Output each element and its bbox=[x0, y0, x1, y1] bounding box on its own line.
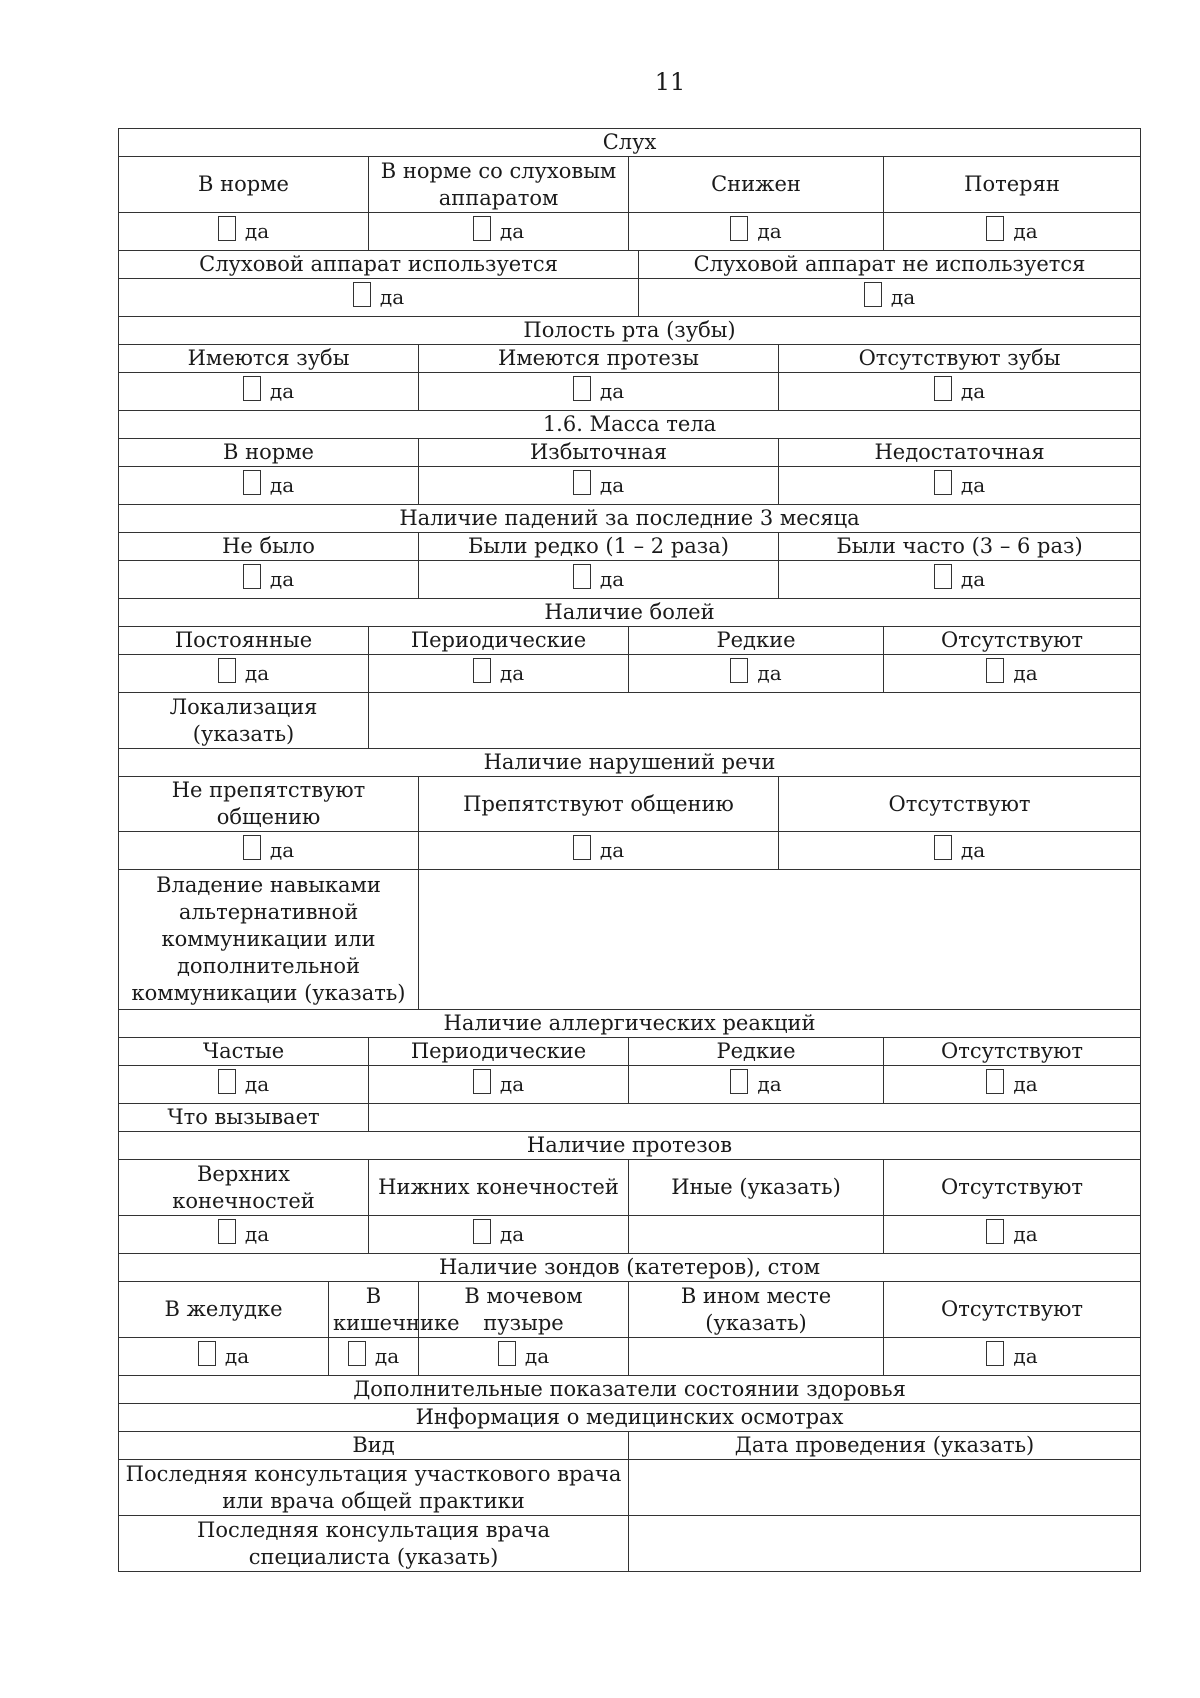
checkbox-box[interactable] bbox=[986, 216, 1004, 241]
checkbox-box[interactable] bbox=[986, 1069, 1004, 1094]
falls-frequent-cell bbox=[779, 561, 1141, 599]
speech-alt-comm-field[interactable] bbox=[419, 870, 1141, 1010]
hearing-aid-not-used-label: Слуховой аппарат не используется bbox=[639, 251, 1141, 279]
checkbox-label: да bbox=[374, 1343, 400, 1368]
prosthesis-option-other: Иные (указать) bbox=[629, 1160, 884, 1216]
checkbox-label: да bbox=[960, 472, 986, 497]
checkbox-box[interactable] bbox=[243, 376, 261, 401]
checkbox-box[interactable] bbox=[934, 564, 952, 589]
hearing-option-normal: В норме bbox=[119, 157, 369, 213]
oral-option-teeth: Имеются зубы bbox=[119, 345, 419, 373]
section-title-allergy: Наличие аллергических реакций bbox=[119, 1010, 1141, 1038]
checkbox-label: да bbox=[960, 566, 986, 591]
prosthesis-lower-checkbox[interactable] bbox=[473, 1219, 524, 1244]
checkbox-label: да bbox=[244, 660, 270, 685]
checkbox-label: да bbox=[599, 837, 625, 862]
checkbox-label: да bbox=[960, 837, 986, 862]
prosthesis-upper-cell bbox=[119, 1216, 369, 1254]
speech-absent-checkbox[interactable] bbox=[934, 835, 985, 860]
allergy-frequent-cell bbox=[119, 1066, 369, 1104]
prosthesis-upper-checkbox[interactable] bbox=[218, 1219, 269, 1244]
checkbox-box[interactable] bbox=[986, 1341, 1004, 1366]
probe-bladder-checkbox[interactable] bbox=[498, 1341, 549, 1366]
speech-no-hinder-checkbox[interactable] bbox=[243, 835, 294, 860]
checkbox-box[interactable] bbox=[243, 835, 261, 860]
pain-absent-checkbox[interactable] bbox=[986, 658, 1037, 683]
checkbox-box[interactable] bbox=[730, 216, 748, 241]
checkbox-box[interactable] bbox=[730, 1069, 748, 1094]
pain-localization-label: Локализация (указать) bbox=[119, 693, 369, 749]
checkbox-box[interactable] bbox=[353, 282, 371, 307]
checkbox-box[interactable] bbox=[243, 470, 261, 495]
checkbox-label: да bbox=[499, 218, 525, 243]
speech-absent-cell bbox=[779, 832, 1141, 870]
checkbox-box[interactable] bbox=[473, 658, 491, 683]
checkbox-box[interactable] bbox=[218, 1219, 236, 1244]
allergy-periodic-cell bbox=[369, 1066, 629, 1104]
pain-rare-cell bbox=[629, 655, 884, 693]
pain-periodic-cell bbox=[369, 655, 629, 693]
exam-specialist-date[interactable] bbox=[629, 1516, 1141, 1572]
checkbox-box[interactable] bbox=[573, 470, 591, 495]
mass-normal-cell bbox=[119, 467, 419, 505]
exams-col-type: Вид bbox=[119, 1432, 629, 1460]
pain-option-constant: Постоянные bbox=[119, 627, 369, 655]
mass-option-normal: В норме bbox=[119, 439, 419, 467]
probe-absent-cell bbox=[884, 1338, 1141, 1376]
hearing-aid-used-checkbox[interactable] bbox=[353, 282, 404, 307]
pain-rare-checkbox[interactable] bbox=[730, 658, 781, 683]
exams-col-date: Дата проведения (указать) bbox=[629, 1432, 1141, 1460]
checkbox-box[interactable] bbox=[934, 470, 952, 495]
checkbox-box[interactable] bbox=[573, 564, 591, 589]
falls-none-cell bbox=[119, 561, 419, 599]
probe-other-field[interactable] bbox=[629, 1338, 884, 1376]
mass-normal-checkbox[interactable] bbox=[243, 470, 294, 495]
checkbox-box[interactable] bbox=[218, 1069, 236, 1094]
falls-option-rare: Были редко (1 – 2 раза) bbox=[419, 533, 779, 561]
prosthesis-lower-cell bbox=[369, 1216, 629, 1254]
checkbox-label: да bbox=[499, 660, 525, 685]
allergy-frequent-checkbox[interactable] bbox=[218, 1069, 269, 1094]
oral-teeth-checkbox[interactable] bbox=[243, 376, 294, 401]
section-title-falls: Наличие падений за последние 3 месяца bbox=[119, 505, 1141, 533]
checkbox-label: да bbox=[379, 284, 405, 309]
checkbox-label: да bbox=[757, 1071, 782, 1096]
checkbox-box[interactable] bbox=[198, 1341, 216, 1366]
speech-hinder-cell bbox=[419, 832, 779, 870]
checkbox-box[interactable] bbox=[573, 835, 591, 860]
oral-option-dentures: Имеются протезы bbox=[419, 345, 779, 373]
hearing-option-reduced: Снижен bbox=[629, 157, 884, 213]
hearing-normal-aid-checkbox[interactable] bbox=[473, 216, 524, 241]
probe-intestine-cell bbox=[329, 1338, 419, 1376]
checkbox-box[interactable] bbox=[473, 1219, 491, 1244]
section-title-extra: Дополнительные показатели состоянии здоровья bbox=[119, 1376, 1141, 1404]
checkbox-label: да bbox=[499, 1221, 525, 1246]
hearing-aid-used-cell bbox=[119, 279, 639, 317]
checkbox-label: да bbox=[1013, 1071, 1038, 1096]
oral-dentures-checkbox[interactable] bbox=[573, 376, 624, 401]
hearing-lost-cell bbox=[884, 213, 1141, 251]
allergy-cause-label: Что вызывает bbox=[119, 1104, 369, 1132]
section-title-body-mass: 1.6. Масса тела bbox=[119, 411, 1141, 439]
hearing-aid-not-used-cell bbox=[639, 279, 1141, 317]
checkbox-box[interactable] bbox=[218, 658, 236, 683]
allergy-option-frequent: Частые bbox=[119, 1038, 369, 1066]
checkbox-label: да bbox=[757, 218, 782, 243]
checkbox-box[interactable] bbox=[864, 282, 882, 307]
probe-option-intestine: В кишечнике bbox=[329, 1282, 419, 1338]
section-title-oral: Полость рта (зубы) bbox=[119, 317, 1141, 345]
pain-localization-field[interactable] bbox=[369, 693, 1141, 749]
checkbox-box[interactable] bbox=[934, 376, 952, 401]
pain-constant-checkbox[interactable] bbox=[218, 658, 269, 683]
allergy-option-periodic: Периодические bbox=[369, 1038, 629, 1066]
mass-option-excess: Избыточная bbox=[419, 439, 779, 467]
probe-bladder-cell bbox=[419, 1338, 629, 1376]
falls-rare-checkbox[interactable] bbox=[573, 564, 624, 589]
exam-district-doctor-date[interactable] bbox=[629, 1460, 1141, 1516]
oral-no-teeth-checkbox[interactable] bbox=[934, 376, 985, 401]
allergy-absent-checkbox[interactable] bbox=[986, 1069, 1037, 1094]
prosthesis-absent-checkbox[interactable] bbox=[986, 1219, 1037, 1244]
speech-option-hinder: Препятствуют общению bbox=[419, 777, 779, 832]
hearing-normal-cell bbox=[119, 213, 369, 251]
oral-no-teeth-cell bbox=[779, 373, 1141, 411]
probe-option-other: В ином месте (указать) bbox=[629, 1282, 884, 1338]
oral-teeth-cell bbox=[119, 373, 419, 411]
checkbox-label: да bbox=[499, 1071, 525, 1096]
allergy-option-rare: Редкие bbox=[629, 1038, 884, 1066]
hearing-normal-checkbox[interactable] bbox=[218, 216, 269, 241]
section-title-prostheses: Наличие протезов bbox=[119, 1132, 1141, 1160]
prosthesis-option-absent: Отсутствуют bbox=[884, 1160, 1141, 1216]
checkbox-label: да bbox=[1013, 218, 1038, 243]
checkbox-label: да bbox=[269, 837, 295, 862]
falls-frequent-checkbox[interactable] bbox=[934, 564, 985, 589]
exam-specialist-label: Последняя консультация врача специалиста (указать) bbox=[119, 1516, 629, 1572]
mass-excess-checkbox[interactable] bbox=[573, 470, 624, 495]
oral-dentures-cell bbox=[419, 373, 779, 411]
mass-deficient-cell bbox=[779, 467, 1141, 505]
oral-option-no-teeth: Отсутствуют зубы bbox=[779, 345, 1141, 373]
probe-intestine-checkbox[interactable] bbox=[348, 1341, 399, 1366]
hearing-lost-checkbox[interactable] bbox=[986, 216, 1037, 241]
checkbox-box[interactable] bbox=[986, 658, 1004, 683]
pain-option-absent: Отсутствуют bbox=[884, 627, 1141, 655]
checkbox-box[interactable] bbox=[218, 216, 236, 241]
section-title-speech: Наличие нарушений речи bbox=[119, 749, 1141, 777]
allergy-option-absent: Отсутствуют bbox=[884, 1038, 1141, 1066]
pain-constant-cell bbox=[119, 655, 369, 693]
mass-deficient-checkbox[interactable] bbox=[934, 470, 985, 495]
checkbox-box[interactable] bbox=[498, 1341, 516, 1366]
probe-stomach-cell bbox=[119, 1338, 329, 1376]
falls-option-none: Не было bbox=[119, 533, 419, 561]
allergy-absent-cell bbox=[884, 1066, 1141, 1104]
falls-rare-cell bbox=[419, 561, 779, 599]
health-form-table bbox=[118, 128, 1141, 1572]
checkbox-box[interactable] bbox=[243, 564, 261, 589]
falls-none-checkbox[interactable] bbox=[243, 564, 294, 589]
exam-district-doctor-label: Последняя консультация участкового врача или врача общей практики bbox=[119, 1460, 629, 1516]
checkbox-label: да bbox=[269, 566, 295, 591]
checkbox-label: да bbox=[1013, 1221, 1038, 1246]
checkbox-label: да bbox=[599, 566, 625, 591]
checkbox-box[interactable] bbox=[573, 376, 591, 401]
checkbox-label: да bbox=[1013, 1343, 1038, 1368]
allergy-periodic-checkbox[interactable] bbox=[473, 1069, 524, 1094]
hearing-aid-used-label: Слуховой аппарат используется bbox=[119, 251, 639, 279]
hearing-option-lost: Потерян bbox=[884, 157, 1141, 213]
probe-option-absent: Отсутствуют bbox=[884, 1282, 1141, 1338]
checkbox-box[interactable] bbox=[986, 1219, 1004, 1244]
probe-absent-checkbox[interactable] bbox=[986, 1341, 1037, 1366]
checkbox-box[interactable] bbox=[934, 835, 952, 860]
allergy-rare-cell bbox=[629, 1066, 884, 1104]
speech-alt-comm-label: Владение навыками альтернативной коммуникации или дополнительной коммуникации (указать) bbox=[119, 870, 419, 1010]
speech-option-absent: Отсутствуют bbox=[779, 777, 1141, 832]
checkbox-box[interactable] bbox=[730, 658, 748, 683]
mass-excess-cell bbox=[419, 467, 779, 505]
hearing-aid-not-used-checkbox[interactable] bbox=[864, 282, 915, 307]
prosthesis-other-field[interactable] bbox=[629, 1216, 884, 1254]
checkbox-label: да bbox=[1013, 660, 1038, 685]
allergy-rare-checkbox[interactable] bbox=[730, 1069, 781, 1094]
checkbox-label: да bbox=[224, 1343, 250, 1368]
pain-option-periodic: Периодические bbox=[369, 627, 629, 655]
checkbox-label: да bbox=[599, 472, 625, 497]
hearing-reduced-checkbox[interactable] bbox=[730, 216, 781, 241]
checkbox-label: да bbox=[757, 660, 782, 685]
hearing-option-normal-aid: В норме со слуховым аппаратом bbox=[369, 157, 629, 213]
mass-option-deficient: Недостаточная bbox=[779, 439, 1141, 467]
section-title-pain: Наличие болей bbox=[119, 599, 1141, 627]
checkbox-label: да bbox=[244, 1071, 270, 1096]
checkbox-box[interactable] bbox=[473, 216, 491, 241]
checkbox-label: да bbox=[244, 218, 270, 243]
prosthesis-option-upper: Верхних конечностей bbox=[119, 1160, 369, 1216]
page-number: 11 bbox=[654, 68, 686, 96]
pain-periodic-checkbox[interactable] bbox=[473, 658, 524, 683]
speech-hinder-checkbox[interactable] bbox=[573, 835, 624, 860]
checkbox-label: да bbox=[244, 1221, 270, 1246]
checkbox-box[interactable] bbox=[348, 1341, 366, 1366]
speech-option-no-hinder: Не препятствуют общению bbox=[119, 777, 419, 832]
allergy-cause-field[interactable] bbox=[369, 1104, 1141, 1132]
checkbox-label: да bbox=[599, 378, 625, 403]
hearing-normal-aid-cell bbox=[369, 213, 629, 251]
checkbox-label: да bbox=[269, 472, 295, 497]
checkbox-label: да bbox=[960, 378, 986, 403]
section-title-exams: Информация о медицинских осмотрах bbox=[119, 1404, 1141, 1432]
section-title-hearing: Слух bbox=[119, 129, 1141, 157]
health-form bbox=[118, 128, 1140, 1572]
prosthesis-option-lower: Нижних конечностей bbox=[369, 1160, 629, 1216]
probe-stomach-checkbox[interactable] bbox=[198, 1341, 249, 1366]
probe-option-stomach: В желудке bbox=[119, 1282, 329, 1338]
speech-no-hinder-cell bbox=[119, 832, 419, 870]
pain-absent-cell bbox=[884, 655, 1141, 693]
section-title-probes: Наличие зондов (катетеров), стом bbox=[119, 1254, 1141, 1282]
falls-option-frequent: Были часто (3 – 6 раз) bbox=[779, 533, 1141, 561]
checkbox-label: да bbox=[890, 284, 916, 309]
checkbox-box[interactable] bbox=[473, 1069, 491, 1094]
probe-option-bladder: В мочевом пузыре bbox=[419, 1282, 629, 1338]
hearing-reduced-cell bbox=[629, 213, 884, 251]
checkbox-label: да bbox=[269, 378, 295, 403]
prosthesis-absent-cell bbox=[884, 1216, 1141, 1254]
checkbox-label: да bbox=[524, 1343, 550, 1368]
pain-option-rare: Редкие bbox=[629, 627, 884, 655]
